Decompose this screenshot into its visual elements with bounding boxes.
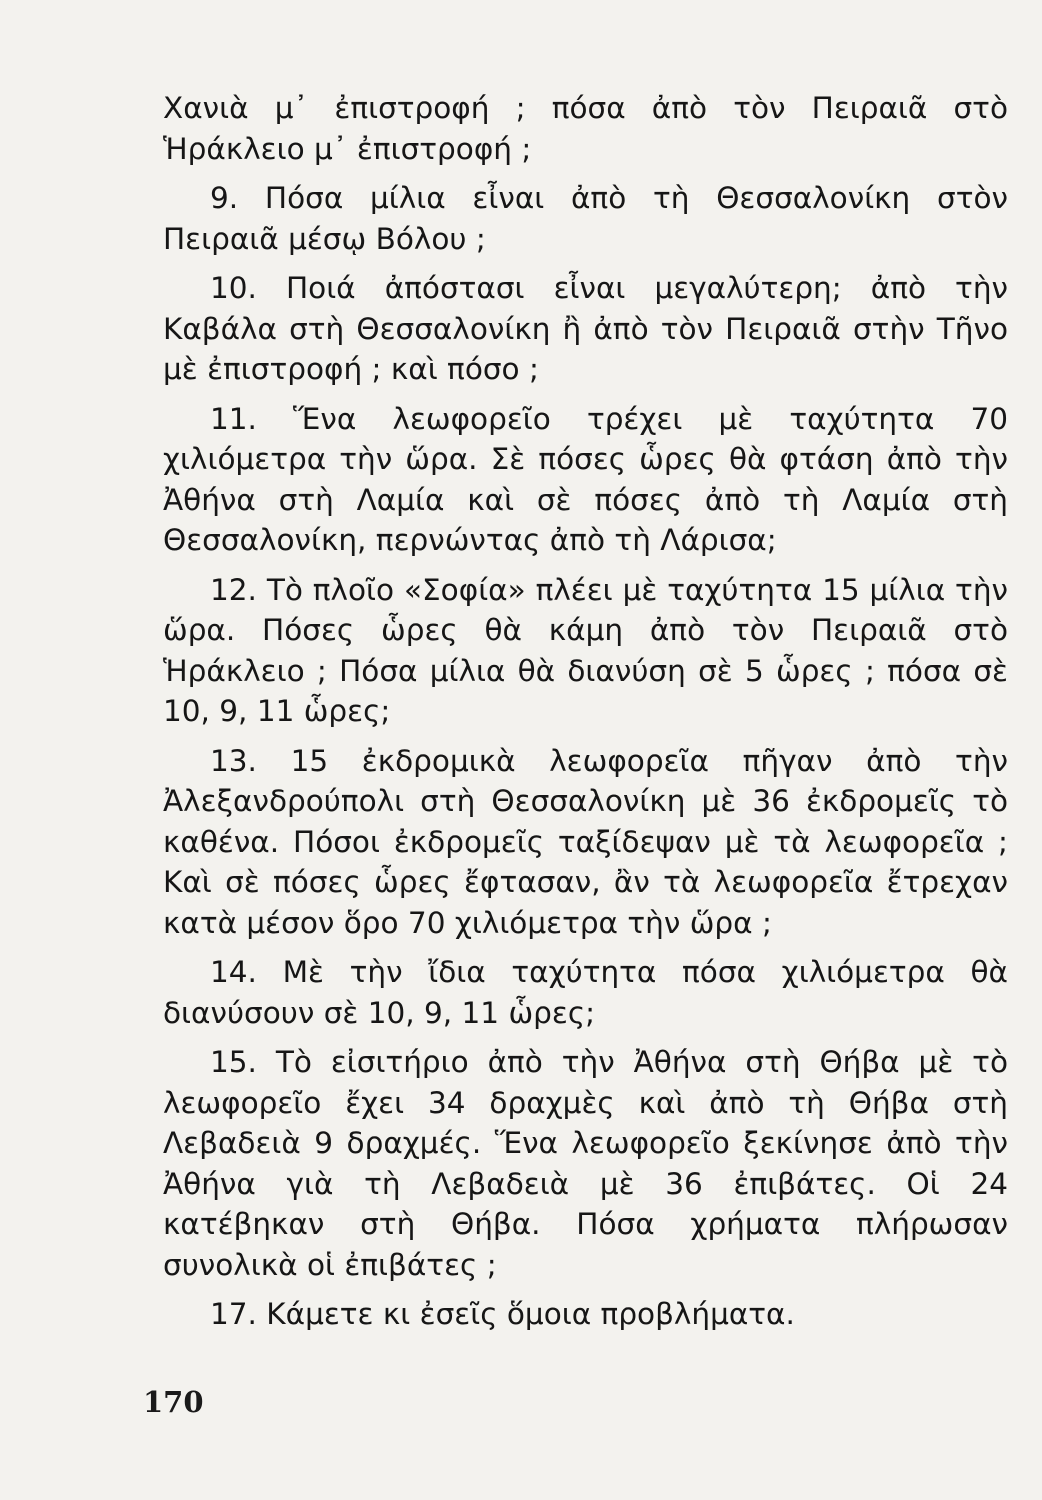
exercise-13: 13. 15 ἐκδρομικὰ λεωφορεῖα πῆγαν ἀπὸ τὴν Ἀλεξανδρούπολι στὴ Θεσσαλονίκη μὲ 36 ἐκδρομεῖς τὸ καθένα. Πόσοι ἐκδρομεῖς ταξίδεψαν μὲ τὰ λεωφορεῖα ; Καὶ σὲ πόσες ὧρες ἔφτασαν, ἂν τὰ λεωφορεῖα ἔτρεχαν κατὰ μέσον ὅρο 70 χιλιόμετρα τὴν ὥρα ; <box>163 743 1008 940</box>
continued-exercise-text: Χανιὰ μ᾿ ἐπιστροφή ; πόσα ἀπὸ τὸν Πειραιᾶ στὸ Ἡράκλειο μ᾿ ἐπιστροφή ; <box>163 91 1008 166</box>
exercise-text <box>163 88 1008 1344</box>
exercise-15: 15. Τὸ εἰσιτήριο ἀπὸ τὴν Ἀθήνα στὴ Θήβα μὲ τὸ λεωφορεῖο ἔχει 34 δραχμὲς καὶ ἀπὸ τὴ Θήβα στὴ Λεβαδειὰ 9 δραχμές. Ἕνα λεωφορεῖο ξεκίνησε ἀπὸ τὴν Ἀθήνα γιὰ τὴ Λεβαδειὰ μὲ 36 ἐπιβάτες. Οἱ 24 κατέβηκαν στὴ Θήβα. Πόσα χρήματα πλήρωσαν συνολικὰ οἱ ἐπιβάτες ; <box>163 1045 1008 1282</box>
exercise-11: 11. Ἕνα λεωφορεῖο τρέχει μὲ ταχύτητα 70 χιλιόμετρα τὴν ὥρα. Σὲ πόσες ὧρες θὰ φτάση ἀπὸ τὴν Ἀθήνα στὴ Λαμία καὶ σὲ πόσες ἀπὸ τὴ Λαμία στὴ Θεσσαλονίκη, περνώντας ἀπὸ τὴ Λάρισα; <box>163 401 1008 557</box>
exercise-10: 10. Ποιά ἀπόστασι εἶναι μεγαλύτερη; ἀπὸ τὴν Καβάλα στὴ Θεσσαλονίκη ἢ ἀπὸ τὸν Πειραιᾶ στὴν Τῆνο μὲ ἐπιστροφή ; καὶ πόσο ; <box>163 271 1008 386</box>
exercise-12: 12. Τὸ πλοῖο «Σοφία» πλέει μὲ ταχύτητα 15 μίλια τὴν ὥρα. Πόσες ὧρες θὰ κάμη ἀπὸ τὸν Πειραιᾶ στὸ Ἡράκλειο ; Πόσα μίλια θὰ διανύση σὲ 5 ὧρες ; πόσα σὲ 10, 9, 11 ὧρες; <box>163 572 1008 728</box>
exercise-17: 17. Κάμετε κι ἐσεῖς ὅμοια προβλήματα. <box>210 1297 795 1331</box>
exercise-9: 9. Πόσα μίλια εἶναι ἀπὸ τὴ Θεσσαλονίκη στὸν Πειραιᾶ μέσῳ Βόλου ; <box>163 181 1008 256</box>
exercise-14: 14. Μὲ τὴν ἴδια ταχύτητα πόσα χιλιόμετρα θὰ διανύσουν σὲ 10, 9, 11 ὧρες; <box>163 955 1008 1030</box>
page-number: 170 <box>143 1385 204 1419</box>
